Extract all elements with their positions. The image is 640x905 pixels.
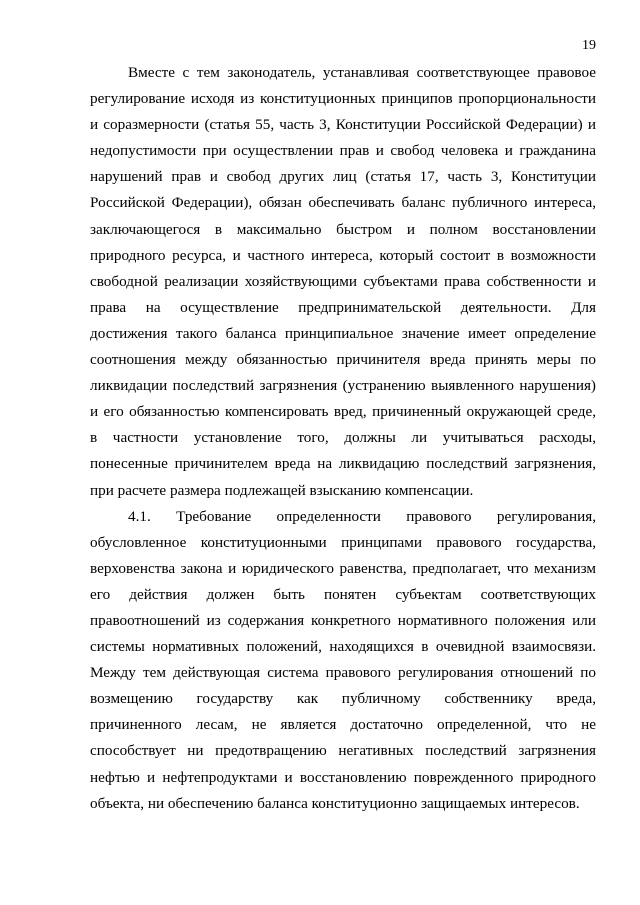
- text-line: соотношения между обязанностью причинителя вреда принять меры по: [90, 351, 596, 369]
- text-line: обусловленное конституционными принципами правового государства,: [90, 533, 596, 551]
- text-line: свободной реализации хозяйствующими субъектами права собственности и: [90, 272, 596, 290]
- text-line: достижения такого баланса принципиальное значение имеет определение: [90, 324, 596, 342]
- text-line: и его обязанностью компенсировать вред, причиненный окружающей среде,: [90, 403, 596, 421]
- text-line: в частности установление того, должны ли учитываться расходы,: [90, 429, 596, 447]
- text-line: нефтью и нефтепродуктами и восстановлению поврежденного природного: [90, 768, 596, 786]
- text-line: верховенства закона и юридического равенства, предполагает, что механизм: [90, 559, 596, 577]
- text-line: возмещению государству как публичному собственнику вреда,: [90, 690, 596, 708]
- text-line: и соразмерности (статья 55, часть 3, Конституции Российской Федерации) и: [90, 116, 596, 134]
- text-line: Вместе с тем законодатель, устанавливая соответствующее правовое: [128, 64, 596, 81]
- text-line: понесенные причинителем вреда на ликвидацию последствий загрязнения,: [90, 455, 596, 473]
- text-line: системы нормативных положений, находящихся в очевидной взаимосвязи.: [90, 638, 596, 656]
- text-line: при расчете размера подлежащей взысканию компенсации.: [90, 481, 474, 499]
- text-line: заключающегося в максимально быстром и полном восстановлении: [90, 220, 596, 238]
- text-line: нарушений прав и свобод других лиц (статья 17, часть 3, Конституции: [90, 168, 596, 186]
- text-line: причиненного лесам, не является достаточно определенной, что не: [90, 716, 596, 734]
- text-line: природного ресурса, и частного интереса, который состоит в возможности: [90, 246, 596, 264]
- text-line: ликвидации последствий загрязнения (устранению выявленного нарушения): [90, 377, 596, 395]
- text-line: 4.1. Требование определенности правового регулирования,: [128, 507, 596, 525]
- page-number: 19: [582, 38, 596, 53]
- text-line: способствует ни предотвращению негативных последствий загрязнения: [90, 742, 596, 760]
- text-line: его действия должен быть понятен субъектам соответствующих: [90, 585, 596, 603]
- text-line: Российской Федерации), обязан обеспечивать баланс публичного интереса,: [90, 194, 596, 212]
- text-line: права на осуществление предпринимательской деятельности. Для: [90, 298, 596, 316]
- text-line: регулирование исходя из конституционных принципов пропорциональности: [90, 90, 596, 108]
- text-line: объекта, ни обеспечению баланса конституционно защищаемых интересов.: [90, 794, 580, 812]
- text-line: недопустимости при осуществлении прав и свобод человека и гражданина: [90, 142, 596, 160]
- text-line: Между тем действующая система правового регулирования отношений по: [90, 664, 596, 682]
- paragraph-1: [90, 60, 596, 504]
- paragraph-2: [90, 504, 596, 817]
- document-body: [90, 60, 596, 817]
- text-line: правоотношений из содержания конкретного нормативного положения или: [90, 611, 596, 629]
